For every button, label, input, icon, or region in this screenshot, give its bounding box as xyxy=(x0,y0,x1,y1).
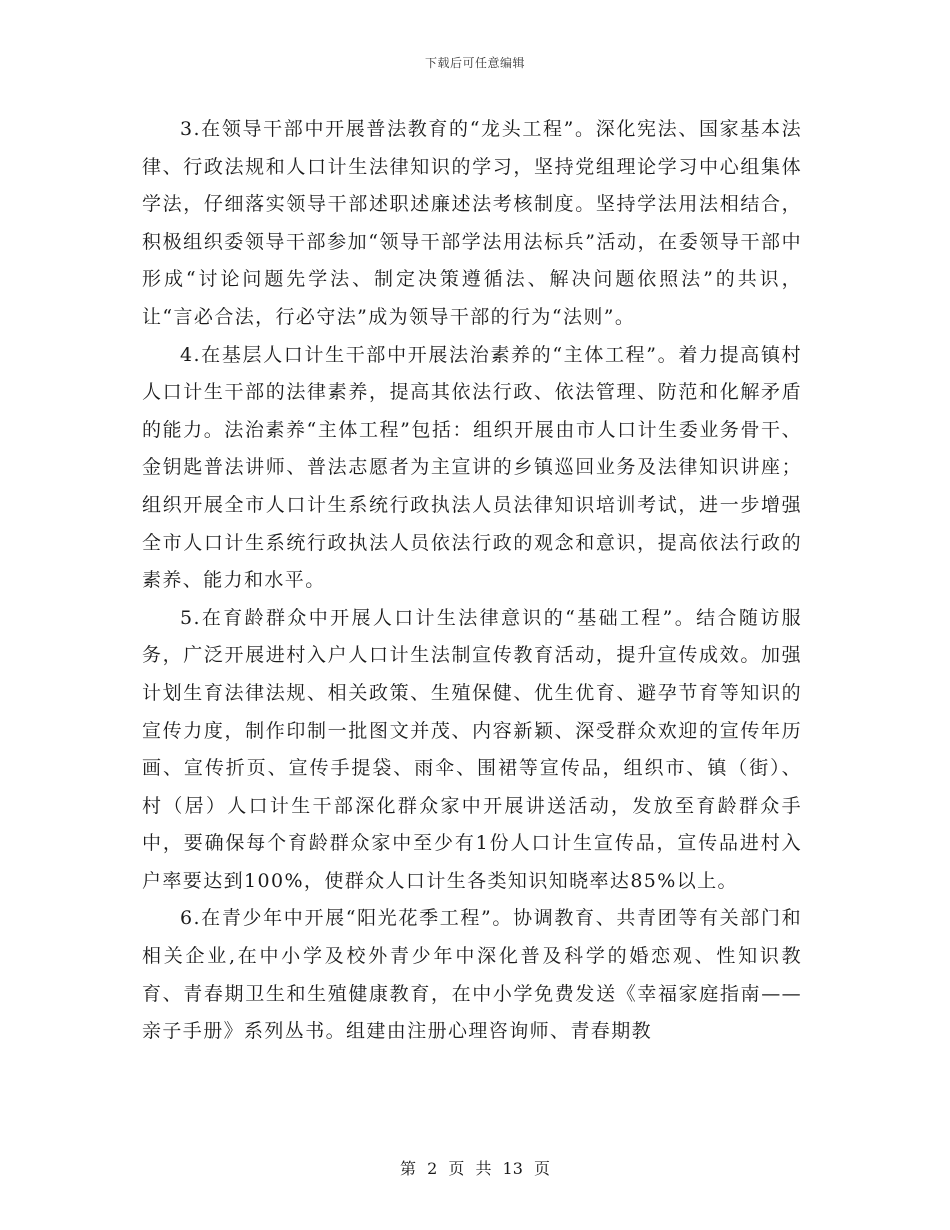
paragraph-6: 6.在青少年中开展“阳光花季工程”。协调教育、共青团等有关部门和相关企业,在中小学及校外青少年中深化普及科学的婚恋观、性知识教育、青春期卫生和生殖健康教育，在中小学免费发送《幸福家庭指南——亲子手册》系列丛书。组建由注册心理咨询师、青春期教 xyxy=(142,907,802,1043)
page-number-footer: 第 2 页 共 13 页 xyxy=(400,1159,550,1178)
header-note: 下载后可任意编辑 xyxy=(424,56,525,70)
paragraph-3: 3.在领导干部中开展普法教育的“龙头工程”。深化宪法、国家基本法律、行政法规和人口计生法律知识的学习，坚持党组理论学习中心组集体学法，仔细落实领导干部述职述廉述法考核制度。坚持学法用法相结合，积极组织委领导干部参加“领导干部学法用法标兵”活动，在委领导干部中形成“讨论问题先学法、制定决策遵循法、解决问题依照法”的共识，让“言必合法，行必守法”成为领导干部的行为“法则”。 xyxy=(142,118,802,328)
document-body xyxy=(142,111,802,1051)
paragraph-4: 4.在基层人口计生干部中开展法治素养的“主体工程”。着力提高镇村人口计生干部的法律素养，提高其依法行政、依法管理、防范和化解矛盾的能力。法治素养“主体工程”包括：组织开展由市人口计生委业务骨干、金钥匙普法讲师、普法志愿者为主宣讲的乡镇巡回业务及法律知识讲座；组织开展全市人口计生系统行政执法人员法律知识培训考试，进一步增强全市人口计生系统行政执法人员依法行政的观念和意识，提高依法行政的素养、能力和水平。 xyxy=(142,343,802,592)
paragraph-5: 5.在育龄群众中开展人口计生法律意识的“基础工程”。结合随访服务，广泛开展进村入户人口计生法制宣传教育活动，提升宣传成效。加强计划生育法律法规、相关政策、生殖保健、优生优育、避孕节育等知识的宣传力度，制作印制一批图文并茂、内容新颖、深受群众欢迎的宣传年历画、宣传折页、宣传手提袋、雨伞、围裙等宣传品，组织市、镇（街）、村（居）人口计生干部深化群众家中开展讲送活动，发放至育龄群众手中，要确保每个育龄群众家中至少有1份人口计生宣传品，宣传品进村入户率要达到100%，使群众人口计生各类知识知晓率达85%以上。 xyxy=(142,606,802,892)
